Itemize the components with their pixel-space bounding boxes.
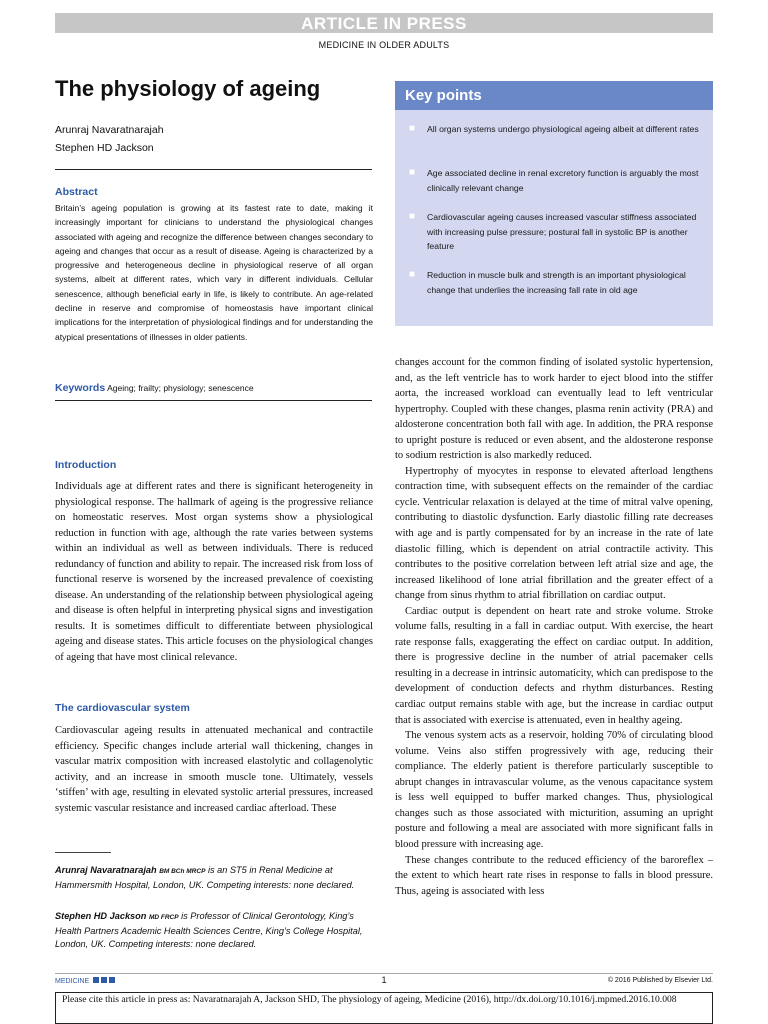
paragraph: The venous system acts as a reservoir, holding 70% of circulating blood volume. Veins also stiffen progressively with age, reducing their compliance. The elderly patient is therefore particularly susceptible to abrupt changes in intravascular volume, as the venous capacitance system is less well equipped to buffer marked changes. Thus, physiological changes such as those associated with micturition, assuming an upright posture and following a meal are associated with more significant falls in blood pressure with increasing age. xyxy=(395,730,713,850)
journal-section-label: MEDICINE IN OLDER ADULTS xyxy=(318,40,450,50)
key-point-item: ■ All organ systems undergo physiological ageing albeit at different rates xyxy=(427,122,699,137)
cardiovascular-text: Cardiovascular ageing results in attenuated mechanical and contractile efficiency. Specific changes include arterial wall thickening, changes in vascular matrix composition with increased elastolytic and collagenolytic activity, and an increase in smooth muscle tone. Ultimately, vessels ‘stiffen’ with age, resulting in elevated systolic arterial pressures, increased systemic vascular resistance and increased cardiac afterload. These xyxy=(55,725,373,814)
title-divider xyxy=(55,169,372,170)
copyright-notice: © 2016 Published by Elsevier Ltd. xyxy=(607,977,713,984)
keywords xyxy=(55,382,373,394)
paragraph: changes account for the common finding of isolated systolic hypertension, and, as the left ventricle has to work harder to eject blood into the stiffer aorta, the increased workload can eventually lead to left ventricular hypertrophy. Coupled with these changes, plasma renin activity (PRA) and aldosterone concentration both fall with age. In addition, the PRA response to upright posture is reduced or even absent, and the aldosterone response to sodium restriction is also markedly reduced. xyxy=(395,357,713,462)
author-bio-2: Stephen HD Jackson MD FRCP is Professor of Clinical Gerontology, King’s Health Partners Academic Health Sciences Centre, King’s College Hospital, London, UK. Competing interests: none declared. xyxy=(55,911,363,949)
paragraph: Cardiac output is dependent on heart rate and stroke volume. Stroke volume falls, resulting in a fall in cardiac output. With exercise, the heart rate response falls, exaggerating the effect on cardiac output. In addition, there is progressive decline in the number of atrial pacemaker cells resulting in a decrease in intrinsic automaticity, which can predispose to the development of conduction defects and rhythm disturbances. Resting cardiac output remains stable with age, but the increase in cardiac output that is associated with exercise is attenuated, even in healthy ageing. xyxy=(395,605,713,726)
author-2: Stephen HD Jackson xyxy=(55,142,154,154)
footer-rule xyxy=(55,973,713,974)
author-bio-1: Arunraj Navaratnarajah BM BCh MRCP is an ST5 in Renal Medicine at Hammersmith Hospital, London, UK. Competing interests: none declared. xyxy=(55,865,355,890)
right-column-text xyxy=(395,355,713,899)
author-1: Arunraj Navaratnarajah xyxy=(55,124,164,136)
bullet-icon: ■ xyxy=(409,211,416,222)
keywords-label: Keywords xyxy=(55,382,106,394)
footnote-rule xyxy=(55,852,111,853)
key-point-item: ■ Cardiovascular ageing causes increased vascular stiffness associated with increasing pulse pressure; postural fall in systolic BP is another feature xyxy=(409,211,697,251)
key-point-item: ■ Reduction in muscle bulk and strength is an important physiological change that underlies the increasing fall rate in old age xyxy=(409,269,686,295)
abstract-divider xyxy=(55,400,372,401)
key-points-heading: Key points xyxy=(395,81,713,110)
page-number: 1 xyxy=(381,975,387,985)
bullet-icon: ■ xyxy=(409,269,416,280)
bullet-icon: ■ xyxy=(409,123,416,134)
article-title: The physiology of ageing xyxy=(55,76,321,101)
abstract-heading: Abstract xyxy=(55,186,98,198)
citation-box: Please cite this article in press as: Navaratnarajah A, Jackson SHD, The physiology of ageing, Medicine (2016), http://dx.doi.org/10.1016/j.mpmed.2016.10.008 xyxy=(55,992,713,1024)
bullet-icon: ■ xyxy=(409,167,416,178)
footer-journal: MEDICINE xyxy=(55,977,115,985)
key-points-box xyxy=(395,81,713,326)
keywords-text: Ageing; frailty; physiology; senescence xyxy=(107,383,254,393)
key-point-item: ■ Age associated decline in renal excretory function is arguably the most clinically relevant change xyxy=(409,167,699,193)
abstract-text: Britain’s ageing population is growing at its fastest rate to date, making it increasingly important for clinicians to understand the physiological changes associated with ageing and recognize the difference between changes secondary to ageing and changes that occur as a result of disease. Ageing is characterized by a progressive and heterogeneous decline in physiological reserve of all organ systems, albeit at different rates, which vary in different individuals. Cellular senescence, although beneficial early in life, is likely to contribute. An age-related decline in reserve and compromise of homeostasis have important clinical implications for the interpretation of physiological findings and for understanding the atypical presentations of illnesses in older patients. xyxy=(55,203,373,342)
article-in-press-banner: ARTICLE IN PRESS xyxy=(55,13,713,33)
paragraph: Hypertrophy of myocytes in response to elevated afterload lengthens contraction time, with subsequent effects on the remainder of the cardiac cycle. Ventricular relaxation is delayed at the time of mitral valve opening, contributing to diastolic dysfunction. Early diastolic filling rate decreases with age and is partly compensated for by an increase in the rate of late diastolic filling, which is dependent on atrial contractile activity. This contributes to the positive correlation between left atrial size and age, the increased likelihood of lone atrial fibrillation and the greater effect of a change from sinus rhythm to atrial fibrillation on cardiac output. xyxy=(395,465,713,602)
introduction-heading: Introduction xyxy=(55,459,117,471)
introduction-text: Individuals age at different rates and there is significant heterogeneity in physiological response. The hallmark of ageing is the progressive reliance on homeostatic reserves. Most organ systems show a physiological reduction in function with age, although the rate varies between systems within an individual as well as between individuals. There is reduced redundancy of function and ability to repair. The increased risk from loss of functional reserve is worsened by the increased prevalence of coexisting disease. An understanding of the relationship between physiological ageing and disease is often helpful in interpreting physical signs and investigation results. It is sometimes difficult to differentiate between physiological ageing and disease states. This article focuses on the physiological changes of ageing that have most clinical relevance. xyxy=(55,481,373,664)
paragraph: These changes contribute to the reduced efficiency of the baroreflex – the extent to which heart rate rises in response to falls in blood pressure. Thus, ageing is associated with less xyxy=(395,854,713,897)
cardiovascular-heading: The cardiovascular system xyxy=(55,702,190,714)
